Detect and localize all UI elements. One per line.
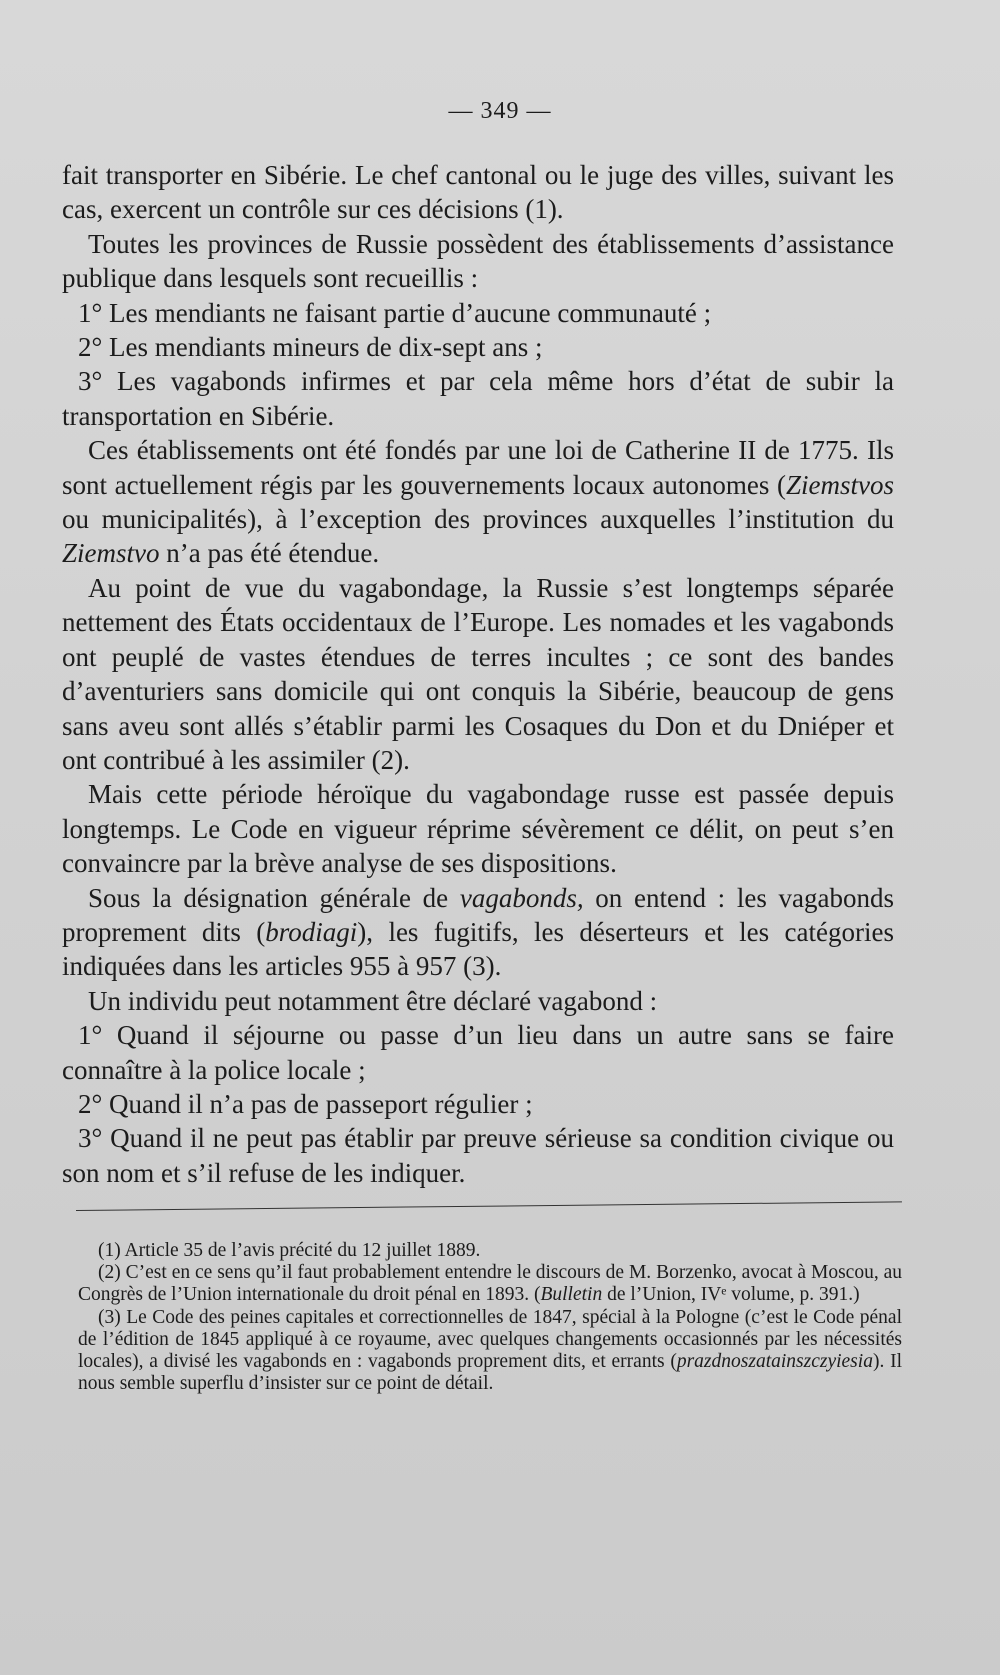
- text-run: ou municipalités), à l’exception des provinces auxquelles l’institution du: [62, 504, 894, 535]
- italic-term: Ziemstvos: [786, 469, 894, 500]
- footnote-1: (1) Article 35 de l’avis précité du 12 juillet 1889.: [98, 1240, 481, 1261]
- page-number: — 349 —: [448, 98, 552, 124]
- list-item: 2° Les mendiants mineurs de dix-sept ans ;: [78, 332, 543, 363]
- list-item: 1° Les mendiants ne faisant partie d’aucune communauté ;: [78, 297, 712, 328]
- list-item: 3° Quand il ne peut pas établir par preuve sérieuse sa condition civique ou son nom et s’il refuse de les indiquer.: [62, 1123, 894, 1188]
- italic-term: prazdnoszatainszczyiesia: [676, 1351, 873, 1373]
- text-run: de l’Union, IVᵉ volume, p. 391.): [602, 1284, 860, 1306]
- footnote-3: [78, 1307, 902, 1396]
- italic-term: Bulletin: [540, 1284, 603, 1306]
- paragraph: Au point de vue du vagabondage, la Russie s’est longtemps séparée nettement des États occidentaux de l’Europe. Les nomades et les vagabonds ont peuplé de vastes étendues de terres incultes ; ce sont des bandes d’aventuriers sans domicile qui ont conquis la Sibérie, beaucoup de gens sans aveu sont allés s’établir parmi les Cosaques du Don et du Dniéper et ont contribué à les assimiler (2).: [62, 572, 894, 775]
- paragraph: [62, 433, 894, 571]
- text-run: Ces établissements ont été fondés par une loi de Catherine II de 1775. Ils sont actuellement régis par les gouvernements locaux autonomes (: [62, 435, 894, 500]
- list-item: 3° Les vagabonds infirmes et par cela même hors d’état de subir la transportation en Sibérie.: [62, 366, 894, 431]
- text-run: ). Il nous semble superflu d’insister sur ce point de détail.: [78, 1351, 903, 1395]
- paragraph-continued: fait transporter en Sibérie. Le chef cantonal ou le juge des villes, suivant les cas, exercent un contrôle sur ces décisions (1).: [62, 160, 894, 225]
- main-text: [62, 158, 894, 1190]
- footnote-rule: [76, 1201, 902, 1211]
- paragraph: Mais cette période héroïque du vagabondage russe est passée depuis longtemps. Le Code en vigueur réprime sévèrement ce délit, on peut s’en convaincre par la brève analyse de ses dispositions.: [62, 779, 894, 879]
- italic-term: brodiagi: [265, 916, 358, 947]
- italic-term: vagabonds,: [459, 882, 584, 913]
- footnote-2: [78, 1262, 902, 1306]
- text-run: Sous la désignation générale de: [88, 882, 460, 913]
- text-run: on entend : les vagabonds proprement dits (: [62, 882, 894, 947]
- italic-term: Ziemstvo: [62, 538, 160, 569]
- text-run: (2) C’est en ce sens qu’il faut probablement entendre le discours de M. Borzenko, avocat à Moscou, au Congrès de l’Union internationale du droit pénal en 1893. (: [78, 1262, 902, 1306]
- text-run: n’a pas été étendue.: [159, 538, 380, 569]
- footnotes: [78, 1240, 902, 1395]
- text-run: ), les fugitifs, les déserteurs et les catégories indiquées dans les articles 955 à 957 (3).: [62, 916, 894, 982]
- paragraph: Toutes les provinces de Russie possèdent des établissements d’assistance publique dans lesquels sont recueillis :: [62, 228, 894, 294]
- list-item: 2° Quand il n’a pas de passeport régulier ;: [78, 1088, 533, 1119]
- paragraph: [62, 881, 894, 984]
- paragraph: Un individu peut notamment être déclaré vagabond :: [88, 985, 658, 1016]
- list-item: 1° Quand il séjourne ou passe d’un lieu dans un autre sans se faire connaître à la police locale ;: [62, 1020, 894, 1085]
- text-run: (3) Le Code des peines capitales et correctionnelles de 1847, spécial à la Pologne (c’est le Code pénal de l’édition de 1845 appliqué à ce royaume, avec quelques changements occasionnés par les nécessités locales), a divisé les vagabonds en : vagabonds proprement dits, et errants (: [78, 1306, 902, 1373]
